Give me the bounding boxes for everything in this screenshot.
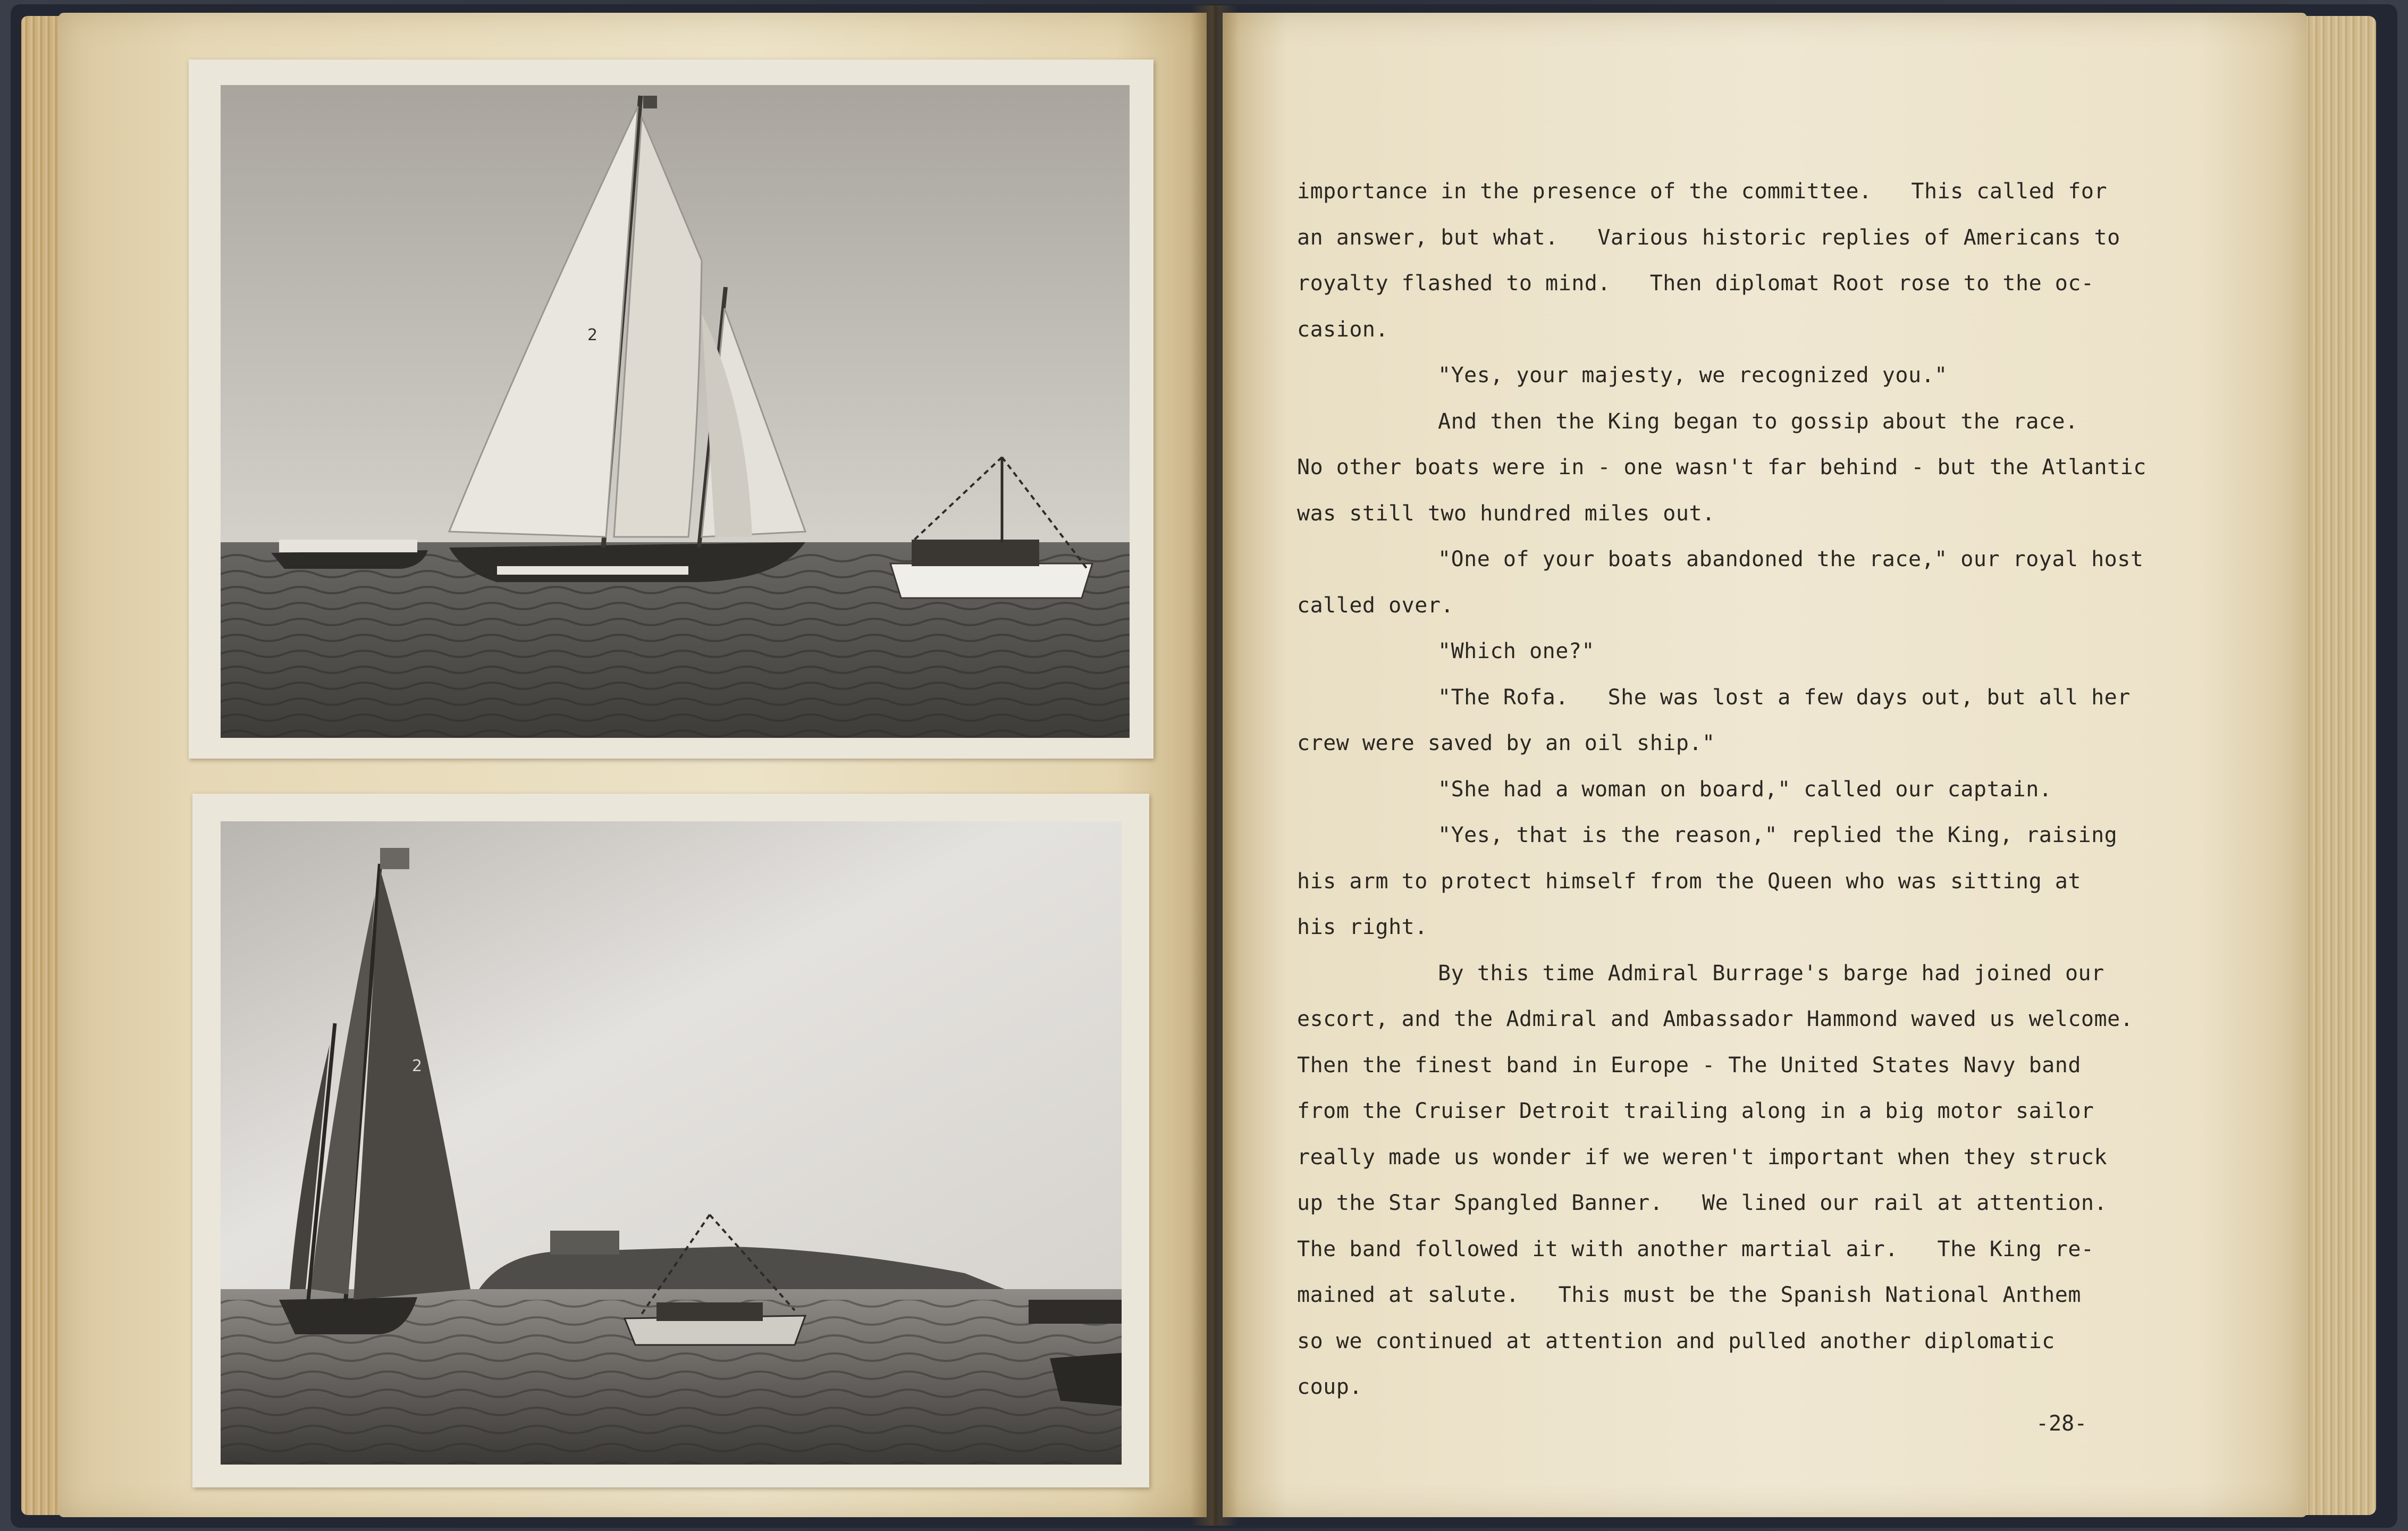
text-line: really made us wonder if we weren't important when they struck (1297, 1145, 2108, 1170)
harbor-photo-image (221, 821, 1122, 1465)
text-line: so we continued at attention and pulled another diplomatic (1297, 1328, 2055, 1353)
text-line: escort, and the Admiral and Ambassador Hammond waved us welcome. (1297, 1007, 2134, 1031)
schooner-racing-photo (221, 85, 1130, 738)
page-number: -28- (2036, 1411, 2087, 1436)
text-line: "She had a woman on board," called our captain. (1438, 777, 2052, 802)
text-line: importance in the presence of the committee. This called for (1297, 179, 2108, 204)
text-line: from the Cruiser Detroit trailing along in a big motor sailor (1297, 1099, 2094, 1123)
text-line: "One of your boats abandoned the race," our royal host (1438, 547, 2144, 571)
text-line: "The Rofa. She was lost a few days out, but all her (1438, 685, 2131, 710)
text-line: "Yes, that is the reason," replied the King, raising (1438, 823, 2118, 847)
text-line: "Yes, your majesty, we recognized you." (1438, 363, 1948, 388)
text-line: casion. (1297, 317, 1389, 342)
text-line: The band followed it with another martial air. The King re- (1297, 1236, 2094, 1261)
text-line: up the Star Spangled Banner. We lined our rail at attention. (1297, 1191, 2108, 1215)
sail-number: 2 (412, 1057, 423, 1075)
text-line: "Which one?" (1438, 639, 1595, 663)
text-line: coup. (1297, 1375, 1362, 1399)
book-gutter (1191, 5, 1239, 1526)
right-page-edges (2296, 16, 2376, 1515)
text-line: No other boats were in - one wasn't far behind - but the Atlantic (1297, 455, 2146, 480)
text-line: By this time Admiral Burrage's barge had joined our (1438, 961, 2104, 986)
text-line: called over. (1297, 593, 1454, 618)
sail-number: 2 (587, 326, 598, 344)
text-line: crew were saved by an oil ship." (1297, 731, 1715, 755)
text-line: an answer, but what. Various historic replies of Americans to (1297, 225, 2120, 250)
text-line: his arm to protect himself from the Queen who was sitting at (1297, 869, 2081, 894)
text-line: his right. (1297, 915, 1428, 939)
text-line: And then the King began to gossip about the race. (1438, 409, 2078, 434)
text-line: mained at salute. This must be the Spanish National Anthem (1297, 1283, 2081, 1307)
text-line: was still two hundred miles out. (1297, 501, 1715, 526)
text-line: Then the finest band in Europe - The United States Navy band (1297, 1053, 2081, 1078)
harbor-schooner-photo (221, 821, 1122, 1465)
schooner-photo-image (221, 85, 1130, 738)
text-line: royalty flashed to mind. Then diplomat Root rose to the oc- (1297, 271, 2094, 296)
